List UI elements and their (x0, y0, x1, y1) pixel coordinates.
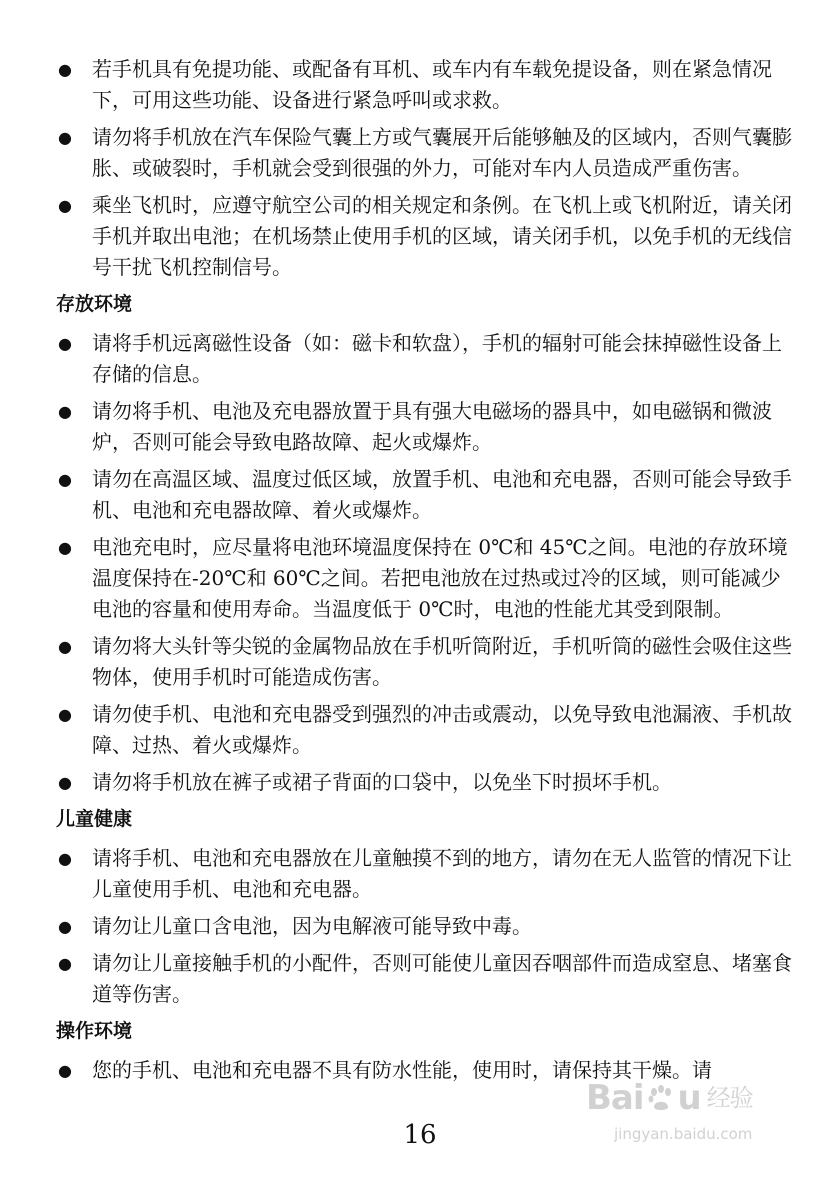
bullet-text: 请勿将手机、电池及充电器放置于具有强大电磁场的器具中，如电磁锅和微波炉，否则可能会导致电路故障、起火或爆炸。 (92, 399, 772, 454)
baidu-paw-icon (646, 1083, 676, 1113)
bullet-dot-icon: ● (58, 705, 72, 724)
page-number: 16 (403, 1120, 437, 1150)
bullet-text: 请勿将手机放在汽车保险气囊上方或气囊展开后能够触及的区域内，否则气囊膨胀、或破裂时，手机就会受到很强的外力，可能对车内人员造成严重伤害。 (92, 125, 792, 180)
bullet-item (56, 464, 796, 526)
bullet-item (56, 328, 796, 390)
bullet-dot-icon: ● (58, 538, 72, 557)
bullet-item (56, 948, 796, 1010)
bullet-item (56, 767, 796, 798)
bullet-item (56, 631, 796, 693)
bullet-text: 请勿让儿童接触手机的小配件，否则可能使儿童因吞咽部件而造成窒息、堵塞食道等伤害。 (92, 951, 792, 1006)
bullet-dot-icon: ● (58, 773, 72, 792)
bullet-text: 请勿将手机放在裤子或裙子背面的口袋中，以免坐下时损坏手机。 (92, 770, 672, 794)
bullet-dot-icon: ● (58, 128, 72, 147)
bullet-dot-icon: ● (58, 849, 72, 868)
bullet-item (56, 396, 796, 458)
bullet-text: 请将手机、电池和充电器放在儿童触摸不到的地方，请勿在无人监管的情况下让儿童使用手机、电池和充电器。 (92, 846, 792, 901)
section-heading: 操作环境 (56, 1020, 133, 1042)
bullet-item (56, 532, 796, 625)
bullet-text: 请勿使手机、电池和充电器受到强烈的冲击或震动，以免导致电池漏液、手机故障、过热、着火或爆炸。 (92, 702, 792, 757)
section-heading: 存放环境 (56, 293, 133, 315)
bullet-text: 请勿在高温区域、温度过低区域，放置手机、电池和充电器，否则可能会导致手机、电池和充电器故障、着火或爆炸。 (92, 467, 792, 522)
bullet-item (56, 122, 796, 184)
baidu-jingyan-watermark (586, 1078, 786, 1172)
bullet-dot-icon: ● (58, 1061, 72, 1080)
bullet-text: 您的手机、电池和充电器不具有防水性能，使用时，请保持其干燥。请 (92, 1058, 712, 1082)
bullet-item (56, 911, 796, 942)
bullet-text: 电池充电时，应尽量将电池环境温度保持在 0℃和 45℃之间。电池的存放环境温度保持在-20℃和 60℃之间。若把电池放在过热或过冷的区域，则可能减少电池的容量和使用寿命。当温度低于 0℃时，电池的性能尤其受到限制。 (92, 535, 788, 621)
bullet-dot-icon: ● (58, 334, 72, 353)
bullet-item (56, 190, 796, 283)
watermark-logo (586, 1078, 786, 1118)
watermark-logo-left: Bai (586, 1078, 644, 1118)
watermark-url: jingyan.baidu.com (614, 1125, 753, 1143)
bullet-text: 若手机具有免提功能、或配备有耳机、或车内有车载免提设备，则在紧急情况下，可用这些功能、设备进行紧急呼叫或求救。 (92, 57, 772, 112)
bullet-dot-icon: ● (58, 402, 72, 421)
bullet-dot-icon: ● (58, 60, 72, 79)
page-content (56, 54, 796, 1092)
bullet-dot-icon: ● (58, 917, 72, 936)
bullet-text: 请勿让儿童口含电池，因为电解液可能导致中毒。 (92, 914, 532, 938)
bullet-dot-icon: ● (58, 637, 72, 656)
section-heading: 儿童健康 (56, 808, 133, 830)
bullet-text: 请勿将大头针等尖锐的金属物品放在手机听筒附近，手机听筒的磁性会吸住这些物体，使用手机时可能造成伤害。 (92, 634, 792, 689)
bullet-item (56, 843, 796, 905)
bullet-dot-icon: ● (58, 470, 72, 489)
bullet-item (56, 699, 796, 761)
bullet-text: 请将手机远离磁性设备（如：磁卡和软盘），手机的辐射可能会抹掉磁性设备上存储的信息。 (92, 331, 782, 386)
bullet-text: 乘坐飞机时，应遵守航空公司的相关规定和条例。在飞机上或飞机附近，请关闭手机并取出电池；在机场禁止使用手机的区域，请关闭手机，以免手机的无线信号干扰飞机控制信号。 (92, 193, 792, 279)
watermark-logo-tail: 经验 (706, 1084, 753, 1112)
bullet-item (56, 54, 796, 116)
watermark-logo-right: u (677, 1078, 701, 1118)
bullet-dot-icon: ● (58, 954, 72, 973)
bullet-dot-icon: ● (58, 196, 72, 215)
